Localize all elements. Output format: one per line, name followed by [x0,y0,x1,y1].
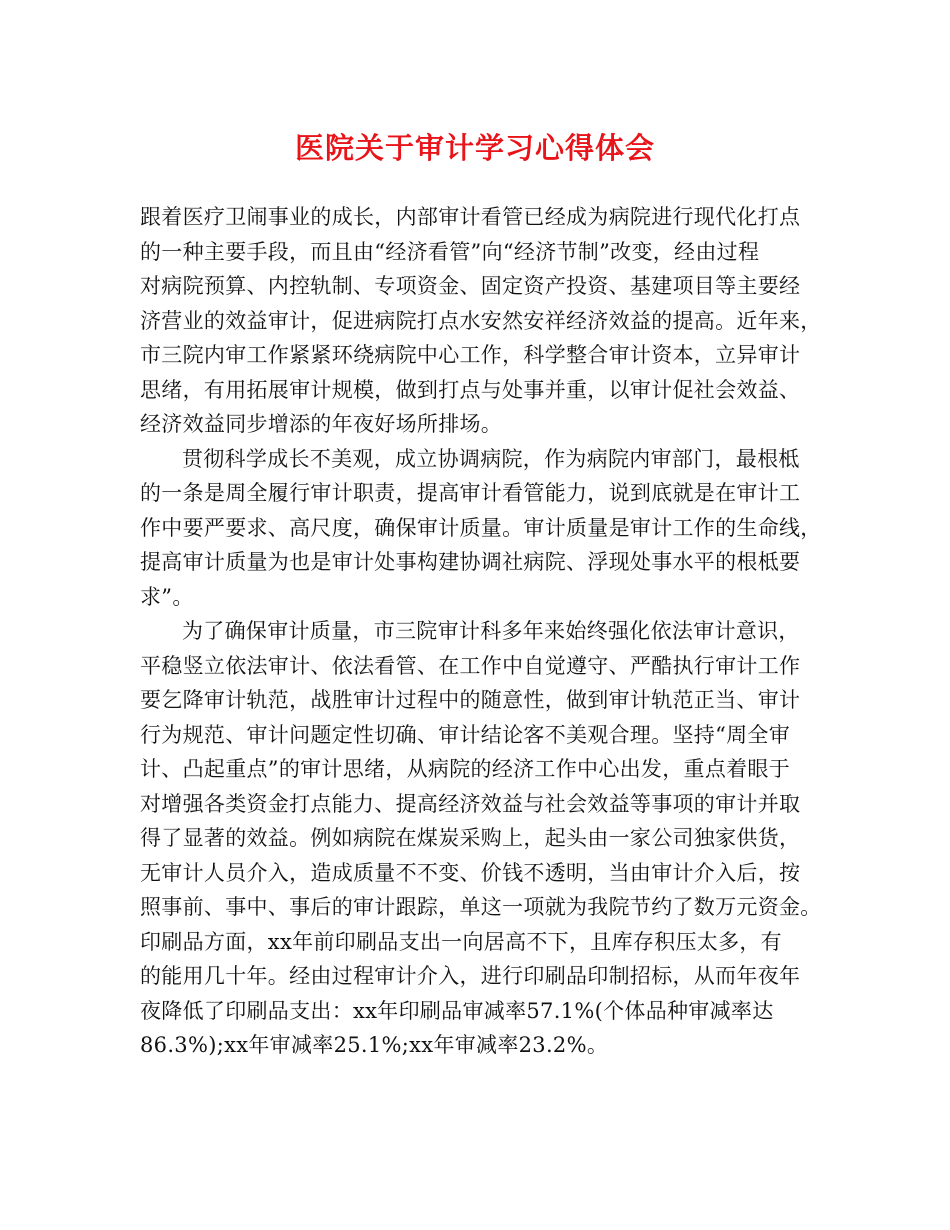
paragraph-line: 平稳竖立依法审计、依法看管、在工作中自觉遵守、严酷执行审计工作 [140,653,801,678]
paragraph-3 [140,614,820,1063]
paragraph-line: 行为规范、审计问题定性切确、审计结论客不美观合理。坚持“周全审 [140,722,791,747]
paragraph-line: 的能用几十年。经由过程审计介入，进行印刷品印制招标，从而年夜年 [140,964,801,988]
paragraph-line: 得了显著的效益。例如病院在煤炭采购上，起头由一家公司独家供货， [140,826,801,850]
paragraph-line: 求”。 [140,584,194,609]
paragraph-line: 贯彻科学成长不美观，成立协调病院，作为病院内审部门，最根柢 [182,446,800,471]
paragraph-line: 的一种主要手段，而且由“经济看管”向“经济节制”改变，经由过程 [140,239,760,264]
paragraph-line: 思绪，有用拓展审计规模，做到打点与处事并重，以审计促社会效益、 [140,377,801,402]
paragraph-1 [140,200,820,442]
paragraph-line: 提高审计质量为也是审计处事构建协调社病院、浮现处事水平的根柢要 [140,550,801,574]
paragraph-line: 的一条是周全履行审计职责，提高审计看管能力，说到底就是在审计工 [140,481,801,505]
paragraph-line: 对病院预算、内控轨制、专项资金、固定资产投资、基建项目等主要经 [140,274,801,298]
paragraph-line: 济营业的效益审计，促进病院打点水安然安祥经济效益的提高。近年来， [140,308,822,333]
paragraph-line: 对增强各类资金打点能力、提高经济效益与社会效益等事项的审计并取 [140,791,801,816]
paragraph-line: 跟着医疗卫闹事业的成长，内部审计看管已经成为病院进行现代化打点 [140,205,801,229]
paragraph-line: 86.3%);xx年审减率25.1%;xx年审减率23.2%。 [140,1033,609,1057]
paragraph-line: 为了确保审计质量，市三院审计科多年来始终强化依法审计意识， [182,619,800,643]
paragraph-line: 无审计人员介入，造成质量不不变、价钱不透明，当由审计介入后，按 [140,860,801,885]
paragraph-2 [140,442,820,615]
paragraph-line: 夜降低了印刷品支出：xx年印刷品审减率57.1%(个体品种审减率达 [140,998,774,1023]
paragraph-line: 计、凸起重点”的审计思绪，从病院的经济工作中心出发，重点着眼于 [140,757,791,781]
document-body [140,200,820,1063]
paragraph-line: 作中要严要求、高尺度，确保审计质量。审计质量是审计工作的生命线， [140,515,822,540]
paragraph-line: 印刷品方面，xx年前印刷品支出一向居高不下，且库存积压太多，有 [140,929,782,954]
paragraph-line: 经济效益同步增添的年夜好场所排场。 [140,412,503,436]
paragraph-line: 要乞降审计轨范，战胜审计过程中的随意性，做到审计轨范正当、审计 [140,688,801,712]
document-title: 医院关于审计学习心得体会 [294,131,655,165]
paragraph-line: 照事前、事中、事后的审计跟踪，单这一项就为我院节约了数万元资金。 [140,895,822,919]
paragraph-line: 市三院内审工作紧紧环绕病院中心工作，科学整合审计资本，立异审计 [140,343,801,367]
